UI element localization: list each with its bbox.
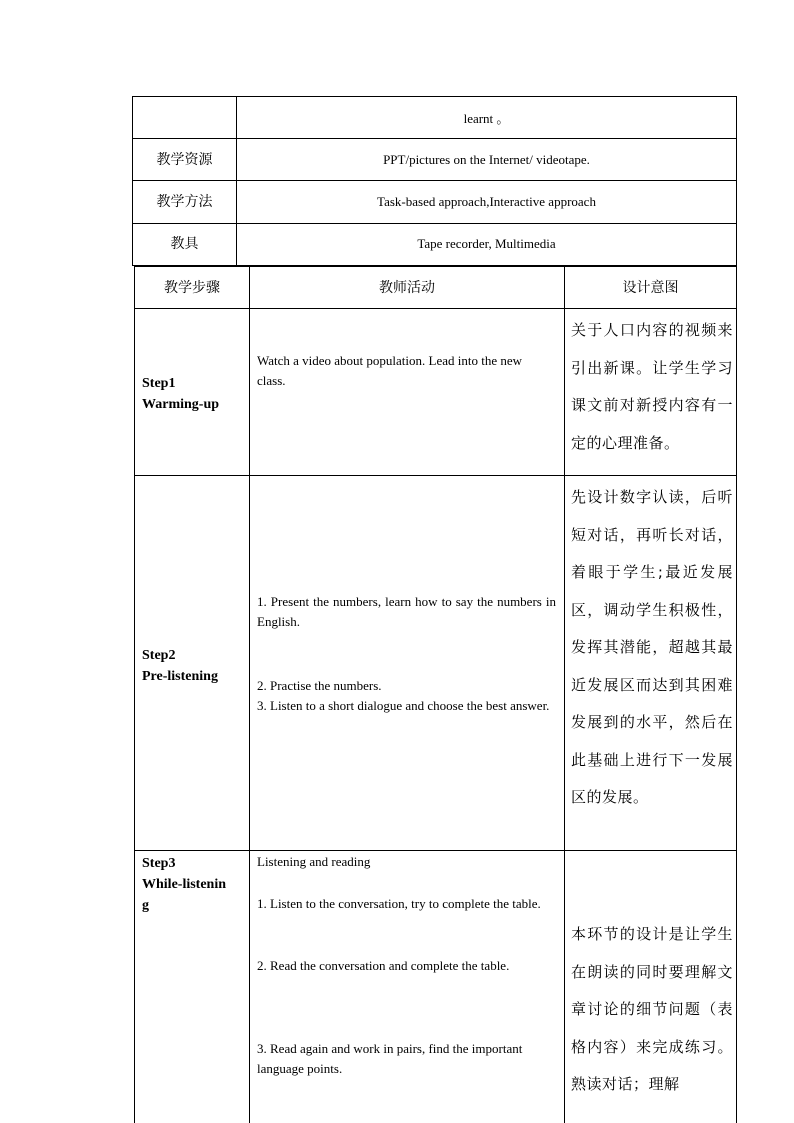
step-name: Pre-listening [142, 669, 218, 684]
header-design-intent: 设计意图 [622, 280, 679, 296]
step-name: While-listenin [142, 877, 227, 892]
step-name: Warming-up [142, 397, 220, 412]
teacher-activity-text: 1. Present the numbers, learn how to say the numbers in English. [257, 594, 556, 629]
header-teacher-activity: 教师活动 [379, 280, 435, 296]
step-label [142, 853, 247, 916]
table-border [132, 180, 737, 181]
table-border [134, 850, 737, 851]
row-value-methods: Task-based approach,Interactive approach [377, 194, 596, 209]
step-label [142, 373, 247, 415]
table-border [132, 138, 737, 139]
table-border [132, 96, 737, 97]
design-intent-text: 关于人口内容的视频来引出新课。让学生学习课文前对新授内容有一定的心理准备。 [571, 321, 733, 452]
teacher-activity-text: 2. Read the conversation and complete the table. [257, 958, 510, 973]
table-border [564, 266, 565, 1123]
step-number: Step3 [142, 856, 176, 871]
row-label-aids: 教具 [170, 236, 199, 252]
table-border [736, 266, 737, 1123]
row-value: learnt 。 [463, 111, 510, 126]
teacher-activity-text: 1. Listen to the conversation, try to complete the table. [257, 896, 541, 911]
teacher-activity-text: Listening and reading [257, 854, 371, 869]
header-steps: 教学步骤 [164, 280, 220, 296]
teacher-activity-text: 2. Practise the numbers. [257, 678, 382, 693]
table-border [132, 223, 737, 224]
step-number: Step2 [142, 648, 176, 663]
table-border [134, 266, 135, 1123]
table-border [134, 308, 737, 309]
row-label-methods: 教学方法 [156, 194, 213, 210]
design-intent-text: 先设计数字认读，后听短对话，再听长对话，着眼于学生;最近发展区，调动学生积极性，发挥其潜能，超越其最近发展区而达到其困难发展到的水平，然后在此基础上进行下一发展区的发展。 [571, 488, 733, 806]
table-border [249, 266, 250, 1123]
teacher-activity-text: 3. Listen to a short dialogue and choose the best answer. [257, 698, 550, 713]
row-value-aids: Tape recorder, Multimedia [417, 236, 556, 251]
step-label [142, 645, 247, 687]
table-border [134, 266, 737, 267]
step-name-continued: g [142, 898, 149, 913]
teacher-activity-text: Watch a video about population. Lead into the new class. [257, 353, 523, 388]
design-intent-text: 本环节的设计是让学生在朗读的同时要理解文章讨论的细节问题（表格内容）来完成练习。熟读对话；理解 [571, 925, 733, 1093]
table-border [736, 96, 737, 266]
step-number: Step1 [142, 376, 176, 391]
row-label-resources: 教学资源 [156, 152, 213, 168]
row-value-resources: PPT/pictures on the Internet/ videotape. [383, 152, 590, 167]
table-border [134, 475, 737, 476]
teacher-activity-text: 3. Read again and work in pairs, find the important language points. [257, 1041, 523, 1076]
